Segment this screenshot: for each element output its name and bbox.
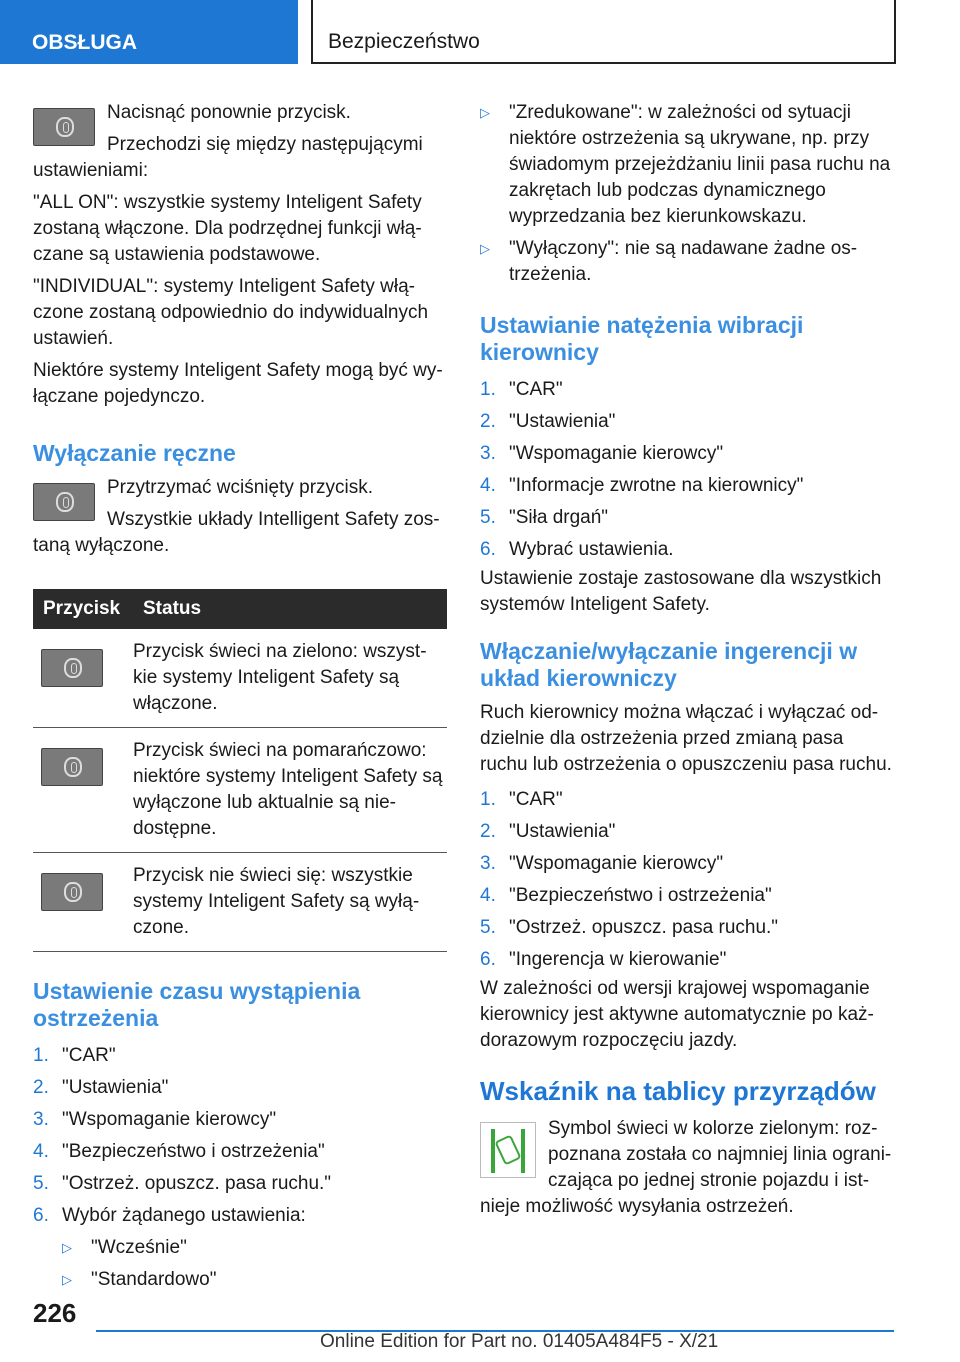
left-column <box>33 100 449 1296</box>
list-item: 5. "Ostrzeż. opuszcz. pasa ruchu." <box>33 1173 332 1194</box>
triangle-bullet-icon: ▷ <box>480 241 490 256</box>
heading-warning-time: Ustawienie czasu wystąpienia ostrzeżenia <box>33 978 361 1031</box>
triangle-bullet-icon: ▷ <box>480 105 490 120</box>
list-item: 2. "Ustawienia" <box>480 821 616 842</box>
heading-manual-off: Wyłączanie ręczne <box>33 440 236 466</box>
section-tab: OBSŁUGA <box>0 0 298 64</box>
paragraph: Ustawienie zostaje zastosowane dla wszystkich systemów Inteligent Safety. <box>480 568 882 615</box>
list-item: 6. Wybór żądanego ustawienia: <box>33 1205 306 1226</box>
page-title: Bezpieczeństwo <box>311 0 896 64</box>
steps-list <box>480 374 896 566</box>
heading-steering-intervention: Włączanie/wyłączanie ingerencji w układ kierowniczy <box>480 638 858 691</box>
sub-list <box>62 1232 449 1296</box>
table-cell: Przycisk nie świeci się: wszystkie systemy Inteligent Safety są wyłą-czone. <box>133 853 447 952</box>
list-item: 4. "Bezpieczeństwo i ostrzeżenia" <box>480 885 772 906</box>
list-item: 4. "Bezpieczeństwo i ostrzeżenia" <box>33 1141 325 1162</box>
list-item: ▷ "Wcześnie" <box>62 1232 449 1264</box>
paragraph: W zależności od wersji krajowej wspomaganie kierownicy jest aktywne automatycznie po każ-dorazowym rozpoczęciu jazdy. <box>480 978 874 1051</box>
footer-edition: Online Edition for Part no. 01405A484F5 - X/21 <box>320 1331 719 1352</box>
lane-departure-icon <box>480 1122 536 1178</box>
table-header: Status <box>133 589 447 629</box>
list-item: 1. "CAR" <box>33 1045 116 1066</box>
paragraph: Ruch kierownicy można włączać i wyłączać od-dzielnie dla ostrzeżenia przed zmianą pasa ruchu lub ostrzeżenia o opuszczeniu pasa ruchu. <box>480 702 892 775</box>
list-item: ▷ "Zredukowane": w zależności od sytuacji niektóre ostrzeżenia są ukrywane, np. przy świadomym przejeżdżaniu linii pasa ruchu na zakrętach lub podczas dynamicznego wyprzedzania bez kierunkowskazu. <box>480 102 891 227</box>
safety-button-icon <box>41 649 103 687</box>
list-item: 2. "Ustawienia" <box>33 1077 169 1098</box>
safety-button-icon <box>41 873 103 911</box>
paragraph: "ALL ON": wszystkie systemy Inteligent Safety zostaną włączone. Dla podrzędnej funkcji włą-czane są ustawienia podstawowe. <box>33 192 422 265</box>
table-row <box>33 853 447 952</box>
page-number: 226 <box>33 1298 77 1328</box>
list-item: 3. "Wspomaganie kierowcy" <box>480 443 724 464</box>
safety-button-icon <box>33 108 95 146</box>
heading-vibration: Ustawianie natężenia wibracji kierownicy <box>480 312 804 365</box>
list-item: 1. "CAR" <box>480 379 563 400</box>
triangle-bullet-icon: ▷ <box>62 1272 72 1287</box>
table-header: Przycisk <box>33 589 133 629</box>
table-cell: Przycisk świeci na zielono: wszyst-kie systemy Inteligent Safety są włączone. <box>133 629 447 728</box>
status-table <box>33 589 447 952</box>
paragraph: Nacisnąć ponownie przycisk. <box>107 102 351 123</box>
list-item: 6. Wybrać ustawienia. <box>480 539 674 560</box>
steps-list <box>480 784 896 976</box>
paragraph: Wszystkie układy Intelligent Safety zos-taną wyłączone. <box>33 509 440 556</box>
triangle-bullet-icon: ▷ <box>62 1240 72 1255</box>
safety-button-icon <box>33 483 95 521</box>
safety-button-icon <box>41 748 103 786</box>
list-item: 3. "Wspomaganie kierowcy" <box>480 853 724 874</box>
list-item: ▷ "Standardowo" <box>62 1264 449 1296</box>
list-item: 2. "Ustawienia" <box>480 411 616 432</box>
paragraph: Niektóre systemy Inteligent Safety mogą być wy-łączane pojedynczo. <box>33 360 443 407</box>
list-item: 6. "Ingerencja w kierowanie" <box>480 949 727 970</box>
table-cell: Przycisk świeci na pomarańczowo: niektóre systemy Inteligent Safety są wyłączone lub aktualnie są nie-dostępne. <box>133 728 447 853</box>
paragraph: Przechodzi się między następującymi ustawieniami: <box>33 134 423 181</box>
table-row <box>33 629 447 728</box>
table-row <box>33 728 447 853</box>
heading-indicator: Wskaźnik na tablicy przyrządów <box>480 1076 876 1106</box>
paragraph: Symbol świeci w kolorze zielonym: roz-poznana została co najmniej linia ograni-czająca po jednej stronie pojazdu i ist-nieje możliwość wysyłania ostrzeżeń. <box>480 1118 892 1217</box>
list-item: 4. "Informacje zwrotne na kierownicy" <box>480 475 804 496</box>
sub-list <box>480 100 896 288</box>
list-item: 1. "CAR" <box>480 789 563 810</box>
paragraph: "INDIVIDUAL": systemy Inteligent Safety włą-czone zostaną odpowiednio do indywidualnych ustawień. <box>33 276 429 349</box>
list-item: 3. "Wspomaganie kierowcy" <box>33 1109 277 1130</box>
paragraph: Przytrzymać wciśnięty przycisk. <box>107 477 374 498</box>
list-item: ▷ "Wyłączony": nie są nadawane żadne os-trzeżenia. <box>480 238 858 285</box>
list-item: 5. "Ostrzeż. opuszcz. pasa ruchu." <box>480 917 779 938</box>
right-column <box>480 100 896 1226</box>
list-item: 5. "Siła drgań" <box>480 507 609 528</box>
steps-list <box>33 1040 449 1232</box>
